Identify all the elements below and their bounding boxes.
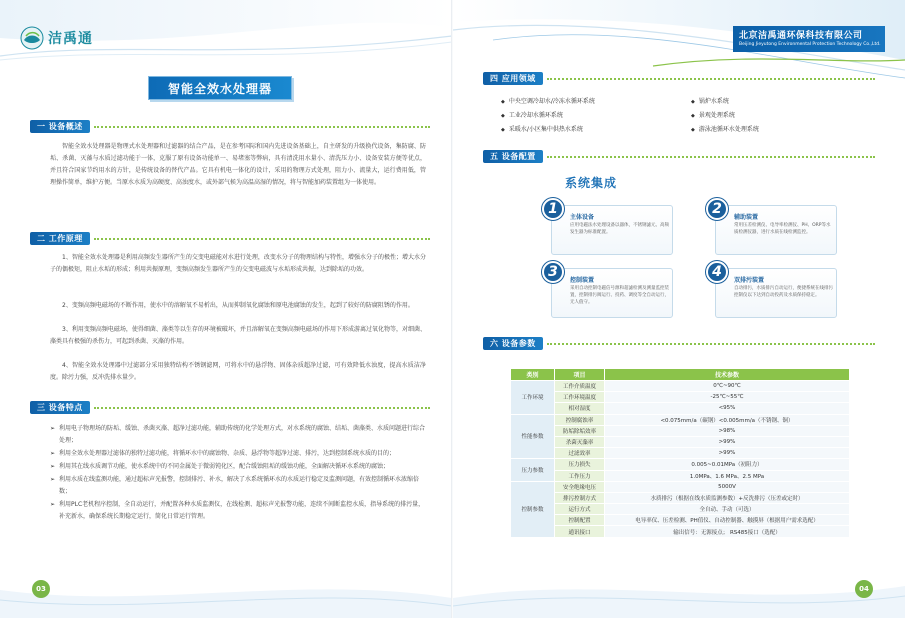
dotted-divider (547, 156, 875, 158)
section-label: 一 设备概述 (30, 120, 90, 133)
card-body: 常用压差检测仪、电导率检测仪、PH、ORP等水质检测仪器，进行水质在线检测监控。 (734, 223, 831, 235)
table-row (511, 414, 850, 425)
logo-drop-icon (20, 26, 44, 50)
table-category-cell: 性能参数 (511, 414, 555, 459)
card-title: 主体设备 (570, 214, 595, 221)
table-header-cell: 技术参数 (605, 369, 850, 381)
page-number-left: 03 (32, 580, 50, 598)
table-item-cell: 工作压力 (555, 470, 605, 481)
card-title: 双排污装置 (734, 277, 765, 284)
table-item-cell: 压力损失 (555, 459, 605, 470)
principle-paragraph-4: 4、智能全效水处理器中过滤部分采用独特结构不锈钢滤网，可将水中的悬浮物、固体杂质超净过滤，可有效降低水浊度，提高水质洁净度。除污力强，反冲洗排水量少。 (50, 362, 426, 381)
dotted-divider (94, 126, 430, 128)
section-head-features (30, 401, 430, 414)
table-value-cell: 水质排污（根据在线水质监测参数）+反洗排污（压差或定时） (605, 492, 850, 503)
card-title: 辅助装置 (734, 214, 759, 221)
brand-logo (20, 26, 110, 50)
table-value-cell: 电导率仪、压差检测、PH值仪、自动控制器、触摸屏（根据用户需求选配） (605, 515, 850, 526)
principle-paragraph-2: 2、变频高频电磁场的不断作用，使水中的溶解氧不易析出，从而抑制氧化腐蚀和原电池腐蚀的发生，起到了较好的防腐阻锈的作用。 (62, 302, 414, 309)
section-label: 三 设备特点 (30, 401, 90, 414)
table-item-cell: 控制腐蚀率 (555, 414, 605, 425)
company-name-bar (733, 26, 885, 52)
list-item: ◆ 中央空调冷却水/冷冻水循环系统 (501, 96, 595, 105)
table-item-cell: 防垢除垢效率 (555, 425, 605, 436)
table-value-cell: <95% (605, 403, 850, 414)
list-item: ◆ 采暖水/小区集中供热水系统 (501, 124, 583, 133)
section-head-overview (30, 120, 430, 133)
table-header-cell: 项目 (555, 369, 605, 381)
table-row (511, 403, 850, 414)
logo-text: 洁禹通 (48, 31, 93, 47)
table-item-cell: 排污控制方式 (555, 492, 605, 503)
table-header-row (511, 369, 850, 381)
config-card-auxiliary (712, 201, 837, 255)
table-item-cell: 控制配置 (555, 515, 605, 526)
config-card-main (548, 201, 673, 255)
list-item: ➢ 利用全效水处理器过滤体的独特过滤功能，将循环水中的腐蚀物、杂质、悬浮物等超净过滤、排污，达到控制系统水质的目的； (50, 448, 428, 460)
card-body: 采用自动控制电磁信号源和超滤检测及测量监控装置，控制排污阀运行、投药、调度等全自动运行，无人值守。 (570, 286, 669, 305)
table-row (511, 526, 850, 537)
table-item-cell: 运行方式 (555, 504, 605, 515)
table-item-cell: 通讯接口 (555, 526, 605, 537)
right-page (453, 0, 905, 618)
table-row (511, 504, 850, 515)
table-item-cell: 工作介质温度 (555, 381, 605, 392)
list-item: ◆ 工业冷却水循环系统 (501, 110, 563, 119)
table-row (511, 459, 850, 470)
card-title: 控制装置 (570, 277, 595, 284)
system-integration-title: 系统集成 (565, 176, 618, 190)
section-head-parameters (483, 337, 875, 350)
dotted-divider (547, 78, 875, 80)
list-item: ➢ 利用电子物理场的防垢、缓蚀、杀菌灭藻、超净过滤功能，辅助传统的化学处理方式，对水系统的腐蚀、结垢、菌藻类、水质问题进行综合处理； (50, 423, 428, 447)
table-row (511, 448, 850, 459)
features-list (50, 423, 428, 524)
card-body: 应用电磁法水处理设备以器体，不锈钢滤元、高频发生器为标准配置。 (570, 223, 669, 235)
table-value-cell: 全自动、手动（可选） (605, 504, 850, 515)
table-category-cell: 控制参数 (511, 481, 555, 537)
dotted-divider (94, 238, 430, 240)
table-category-cell: 工作环境 (511, 381, 555, 415)
table-value-cell: 0.005~0.01MPa（初阻力） (605, 459, 850, 470)
table-value-cell: 0℃~90℃ (605, 381, 850, 392)
config-card-drain (712, 264, 837, 318)
card-number-badge: 3 (542, 261, 564, 283)
table-value-cell: <0.075mm/a（碳钢）<0.005mm/a（不锈钢、铜） (605, 414, 850, 425)
table-row (511, 470, 850, 481)
table-value-cell: 输出信号：无源接点； RS485接口（选配） (605, 526, 850, 537)
page-number-right: 04 (855, 580, 873, 598)
section-label: 五 设备配置 (483, 150, 543, 163)
footer-wave-decoration (453, 560, 905, 618)
table-row (511, 481, 850, 492)
table-value-cell: >98% (605, 425, 850, 436)
list-item: ➢ 利用水质在线监测功能，通过超标声光报警，控制排污、补水，解决了水系统循环水的水质运行稳定及监测问题，有效控制循环水浓缩倍数； (50, 474, 428, 498)
overview-paragraph: 智能全效水处理器是物理式水处理器和过滤器的结合产品，是在参考国际和国内先进设备基础上，自主研发的升级换代设备，集防腐、防垢、杀菌、灭藻与水质过滤功能于一体，克服了原有设备功能单一、易堵塞等弊病，具有清洗用水量小、清洗压力小、设备安装方便等优点，并且符合国家节约用水的方针，是传统设备的替代产品。它具有机电一体化的设计，采用的物理方式处理，阻力小、流量大，运行费用低，管理操作简单，维护方便。当原水水质为高硬度、高浊度水，或外部气候为高温高湿的情况，将与智能加药装置组为一体使用。 (50, 143, 426, 186)
table-value-cell: 1.0MPa、1.6 MPa、2.5 MPa (605, 470, 850, 481)
table-row (511, 425, 850, 436)
dotted-divider (547, 343, 875, 345)
page-title-banner (148, 76, 292, 100)
list-item: ◆ 景观处理系统 (691, 110, 735, 119)
table-item-cell: 安全绝缘电压 (555, 481, 605, 492)
left-page (0, 0, 452, 618)
list-item: ◆ 游泳池循环水处理系统 (691, 124, 759, 133)
page-title: 智能全效水处理器 (167, 81, 272, 96)
section-head-configuration (483, 150, 875, 163)
section-head-applications (483, 72, 875, 85)
dotted-divider (94, 407, 430, 409)
card-body: 自动排污，水质排污自动运行，便捷系统在线排污控制仪以下达到自动投药及水质保持稳定。 (734, 286, 833, 298)
spec-table (510, 368, 850, 538)
config-card-control (548, 264, 673, 318)
table-row (511, 381, 850, 392)
table-row (511, 436, 850, 447)
table-category-cell: 压力参数 (511, 459, 555, 481)
company-name-cn: 北京洁禹通环保科技有限公司 (739, 31, 863, 41)
principle-paragraph-1: 1、智能全效水处理器是利用高频发生器所产生的交变电磁能对水进行处理，改变水分子的物理结构与特性，增强水分子的极性；增大水分子的偶极矩，阻止水垢的形成；利用共振原理，变频高频发生器所产生的交变电磁波与水垢形成共振，达到除垢的功效。 (50, 254, 426, 273)
section-head-principle (30, 232, 430, 245)
table-value-cell: -25℃~55℃ (605, 392, 850, 403)
table-value-cell: >99% (605, 448, 850, 459)
table-row (511, 392, 850, 403)
table-item-cell: 过滤效率 (555, 448, 605, 459)
table-item-cell: 工作环境温度 (555, 392, 605, 403)
section-label: 二 工作原理 (30, 232, 90, 245)
table-row (511, 492, 850, 503)
card-number-badge: 4 (706, 261, 728, 283)
table-header-cell: 类别 (511, 369, 555, 381)
footer-wave-decoration (0, 560, 452, 618)
card-number-badge: 1 (542, 198, 564, 220)
table-item-cell: 杀菌灭藻率 (555, 436, 605, 447)
card-number-badge: 2 (706, 198, 728, 220)
section-label: 六 设备参数 (483, 337, 543, 350)
table-row (511, 515, 850, 526)
table-value-cell: 5000V (605, 481, 850, 492)
table-item-cell: 相对湿度 (555, 403, 605, 414)
list-item: ◆ 锅炉水系统 (691, 96, 729, 105)
list-item: ➢ 利用其在线水质调节功能，使水系统中的不同金属处于微弱钝化区，配合缓蚀阻垢的缓蚀功能，全面解决循环水系统的腐蚀； (50, 461, 428, 473)
section-label: 四 应用领域 (483, 72, 543, 85)
principle-paragraph-3: 3、利用变频高频电磁场，使得细菌、藻类等以生存的环境被破坏，并且溶解氧在变频高频电磁场的作用下形成游离过氧化物等，对细菌、藻类具有极强的杀伤力，可起到杀菌、灭藻的作用。 (50, 326, 426, 345)
spec-table-body (511, 381, 850, 538)
table-value-cell: >99% (605, 436, 850, 447)
company-name-en: Beijing Jieyutong Environmental Protection Technology Co.,Ltd. (739, 42, 881, 47)
list-item: ➢ 利用PLC老机程序控制，全自动运行，并配置各种水质监测仪，在线检测、超标声光报警功能，连续不间断监控水质，指导系统的排污量，补充新水，确保系统长期稳定运行，简化日常运行管理。 (50, 499, 428, 523)
